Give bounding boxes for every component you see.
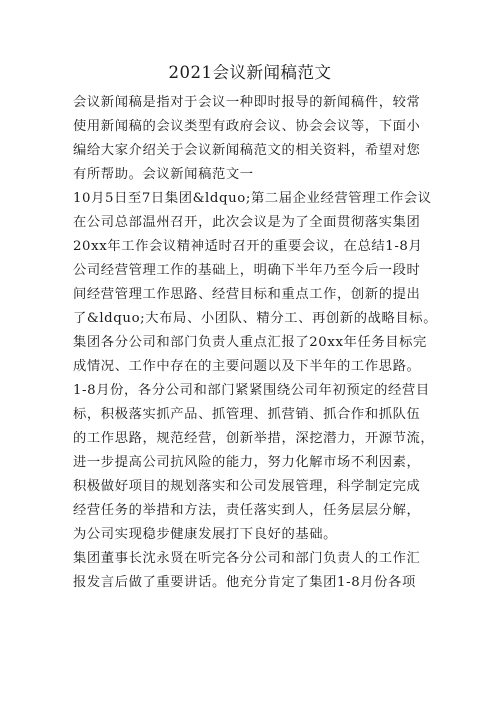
body-line: 的工作思路，规范经营，创新举措，深挖潜力，开源节流， — [73, 431, 435, 446]
document-title: 2021会议新闻稿范文 — [168, 63, 332, 82]
body-line: 使用新闻稿的会议类型有政府会议、协会会议等，下面小 — [73, 119, 421, 134]
body-line: 集团各分公司和部门负责人重点汇报了20xx年任务目标完 — [73, 335, 427, 350]
body-line: 1-8月份，各分公司和部门紧紧围绕公司年初预定的经营目 — [73, 383, 430, 398]
body-line: 标，积极落实抓产品、抓管理、抓营销、抓合作和抓队伍 — [73, 407, 421, 422]
body-line: 了&ldquo;大布局、小团队、精分工、再创新的战略目标。 — [73, 311, 438, 326]
body-line: 编给大家介绍关于会议新闻稿范文的相关资料，希望对您 — [73, 143, 421, 158]
body-line: 在公司总部温州召开，此次会议是为了全面贯彻落实集团 — [73, 215, 421, 230]
body-line: 积极做好项目的规划落实和公司发展管理，科学制定完成 — [73, 479, 421, 494]
body-line: 进一步提高公司抗风险的能力，努力化解市场不利因素， — [73, 455, 421, 470]
body-line: 报发言后做了重要讲话。他充分肯定了集团1-8月份各项 — [73, 575, 416, 590]
body-line: 20xx年工作会议精神适时召开的重要会议，在总结1-8月 — [73, 239, 423, 254]
document-body — [73, 91, 438, 595]
body-line: 会议新闻稿是指对于会议一种即时报导的新闻稿件，较常 — [73, 95, 421, 110]
body-line: 集团董事长沈永贤在听完各分公司和部门负责人的工作汇 — [73, 551, 421, 566]
body-line: 为公司实现稳步健康发展打下良好的基础。 — [73, 527, 338, 542]
body-line: 经营任务的举措和方法，责任落实到人，任务层层分解， — [73, 503, 421, 518]
body-line: 成情况、工作中存在的主要问题以及下半年的工作思路。 — [73, 359, 421, 374]
body-line: 公司经营管理工作的基础上，明确下半年乃至今后一段时 — [73, 263, 421, 278]
body-line: 有所帮助。会议新闻稿范文一 — [73, 167, 254, 182]
body-line: 10月5日至7日集团&ldquo;第二届企业经营管理工作会议 — [73, 191, 432, 206]
body-line: 间经营管理工作思路、经营目标和重点工作，创新的提出 — [73, 287, 421, 302]
